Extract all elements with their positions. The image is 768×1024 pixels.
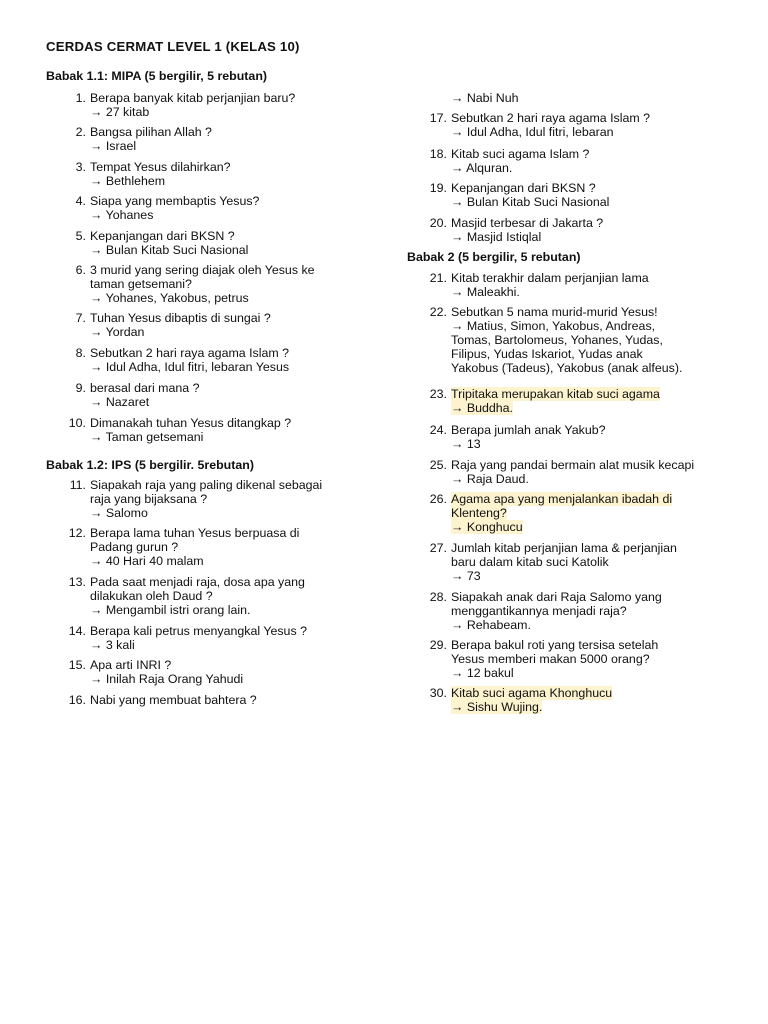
question-number: 25. — [429, 458, 447, 472]
question-number: 7. — [75, 311, 86, 325]
question-text: 3 murid yang sering diajak oleh Yesus ke — [90, 263, 315, 277]
answer-text: → Matius, Simon, Yakobus, Andreas, — [451, 319, 656, 333]
question-text: Dimanakah tuhan Yesus ditangkap ? — [90, 416, 292, 430]
answer-text: Filipus, Yudas Iskariot, Yudas anak — [451, 347, 643, 361]
page-title: CERDAS CERMAT LEVEL 1 (KELAS 10) — [46, 39, 300, 54]
answer-text: → Bethlehem — [90, 174, 166, 188]
answer-text: Tomas, Bartolomeus, Yohanes, Yudas, — [451, 333, 663, 347]
question-text: Berapa banyak kitab perjanjian baru? — [90, 91, 296, 105]
question-number: 8. — [75, 346, 86, 360]
question-number: 6. — [75, 263, 86, 277]
question-text: Nabi yang membuat bahtera ? — [90, 693, 257, 707]
answer-text: → 13 — [451, 437, 481, 451]
question-text: Siapa yang membaptis Yesus? — [90, 194, 260, 208]
question-text: Kepanjangan dari BKSN ? — [451, 181, 596, 195]
question-number: 24. — [429, 423, 447, 437]
question-text: Masjid terbesar di Jakarta ? — [451, 216, 604, 230]
question-number: 21. — [429, 271, 447, 285]
answer-text: → 27 kitab — [90, 105, 150, 119]
question-number: 10. — [68, 416, 86, 430]
answer-text: → 73 — [451, 569, 481, 583]
question-number: 16. — [68, 693, 86, 707]
answer-text: → Bulan Kitab Suci Nasional — [451, 195, 610, 209]
question-text: Kitab suci agama Khonghucu — [451, 686, 613, 700]
answer-text: → Idul Adha, Idul fitri, lebaran — [451, 125, 614, 139]
question-text: Pada saat menjadi raja, dosa apa yang — [90, 575, 305, 589]
question-text: Bangsa pilihan Allah ? — [90, 125, 212, 139]
question-text: Padang gurun ? — [90, 540, 179, 554]
question-number: 3. — [75, 160, 86, 174]
answer-text: → Raja Daud. — [451, 472, 529, 486]
answer-text: → Bulan Kitab Suci Nasional — [90, 243, 249, 257]
question-number: 28. — [429, 590, 447, 604]
question-text: Kitab suci agama Islam ? — [451, 147, 590, 161]
question-number: 23. — [429, 387, 447, 401]
answer-text: → Taman getsemani — [90, 430, 204, 444]
question-text: Kepanjangan dari BKSN ? — [90, 229, 235, 243]
question-text: Tuhan Yesus dibaptis di sungai ? — [90, 311, 271, 325]
answer-text: → Salomo — [90, 506, 148, 520]
question-text: Siapakah raja yang paling dikenal sebagai — [90, 478, 323, 492]
answer-text: → Alquran. — [451, 161, 513, 175]
question-number: 4. — [75, 194, 86, 208]
question-number: 20. — [429, 216, 447, 230]
question-text: baru dalam kitab suci Katolik — [451, 555, 609, 569]
question-text: Tempat Yesus dilahirkan? — [90, 160, 231, 174]
question-number: 15. — [68, 658, 86, 672]
question-number: 11. — [69, 478, 86, 492]
section-heading-mipa: Babak 1.1: MIPA (5 bergilir, 5 rebutan) — [46, 69, 268, 83]
question-text: Klenteng? — [451, 506, 507, 520]
question-text: Berapa jumlah anak Yakub? — [451, 423, 606, 437]
question-text: Agama apa yang menjalankan ibadah di — [451, 492, 673, 506]
question-text: Siapakah anak dari Raja Salomo yang — [451, 590, 662, 604]
question-text: Kitab terakhir dalam perjanjian lama — [451, 271, 649, 285]
question-text: Apa arti INRI ? — [90, 658, 172, 672]
section-heading-babak-2: Babak 2 (5 bergilir, 5 rebutan) — [407, 250, 581, 264]
answer-text: → 3 kali — [90, 638, 135, 652]
question-number: 26. — [429, 492, 447, 506]
section-heading-ips: Babak 1.2: IPS (5 bergilir. 5rebutan) — [46, 458, 254, 472]
question-text: Berapa bakul roti yang tersisa setelah — [451, 638, 659, 652]
question-text: Raja yang pandai bermain alat musik kecapi — [451, 458, 695, 472]
answer-text: → Yordan — [90, 325, 145, 339]
question-text: Berapa lama tuhan Yesus berpuasa di — [90, 526, 300, 540]
question-number: 29. — [429, 638, 447, 652]
question-text: menggantikannya menjadi raja? — [451, 604, 627, 618]
answer-text: → Israel — [90, 139, 137, 153]
answer-text: → Idul Adha, Idul fitri, lebaran Yesus — [90, 360, 290, 374]
question-number: 18. — [429, 147, 447, 161]
question-text: Tripitaka merupakan kitab suci agama — [451, 387, 660, 401]
question-number: 22. — [429, 305, 447, 319]
question-number: 27. — [429, 541, 447, 555]
question-text: dilakukan oleh Daud ? — [90, 589, 213, 603]
question-number: 12. — [68, 526, 86, 540]
question-number: 5. — [75, 229, 86, 243]
answer-text: → Inilah Raja Orang Yahudi — [90, 672, 244, 686]
question-text: Sebutkan 2 hari raya agama Islam ? — [451, 111, 651, 125]
answer-text: → Maleakhi. — [451, 285, 520, 299]
question-number: 19. — [429, 181, 447, 195]
answer-text: → 40 Hari 40 malam — [90, 554, 204, 568]
question-number: 17. — [429, 111, 447, 125]
question-number: 30. — [429, 686, 447, 700]
question-text: Jumlah kitab perjanjian lama & perjanjian — [451, 541, 677, 555]
answer-text: → Masjid Istiqlal — [451, 230, 542, 244]
answer-text: → Yohanes — [90, 208, 154, 222]
answer-text: → Nazaret — [90, 395, 150, 409]
question-number: 2. — [75, 125, 86, 139]
answer-text: → Nabi Nuh — [451, 91, 519, 105]
answer-text: → Yohanes, Yakobus, petrus — [90, 291, 249, 305]
question-number: 1. — [75, 91, 86, 105]
question-text: taman getsemani? — [90, 277, 192, 291]
answer-text: → Mengambil istri orang lain. — [90, 603, 251, 617]
answer-text: → 12 bakul — [451, 666, 514, 680]
answer-text: → Sishu Wujing. — [451, 700, 543, 714]
question-number: 13. — [68, 575, 86, 589]
question-text: Sebutkan 5 nama murid-murid Yesus! — [451, 305, 658, 319]
question-number: 9. — [75, 381, 86, 395]
question-text: Berapa kali petrus menyangkal Yesus ? — [90, 624, 307, 638]
question-text: Yesus memberi makan 5000 orang? — [451, 652, 650, 666]
answer-text: → Konghucu — [451, 520, 523, 534]
answer-text: → Rehabeam. — [451, 618, 531, 632]
question-text: berasal dari mana ? — [90, 381, 200, 395]
question-number: 14. — [68, 624, 86, 638]
answer-text: Yakobus (Tadeus), Yakobus (anak alfeus). — [451, 361, 683, 375]
question-text: raja yang bijaksana ? — [90, 492, 208, 506]
answer-text: → Buddha. — [451, 401, 513, 415]
question-text: Sebutkan 2 hari raya agama Islam ? — [90, 346, 290, 360]
